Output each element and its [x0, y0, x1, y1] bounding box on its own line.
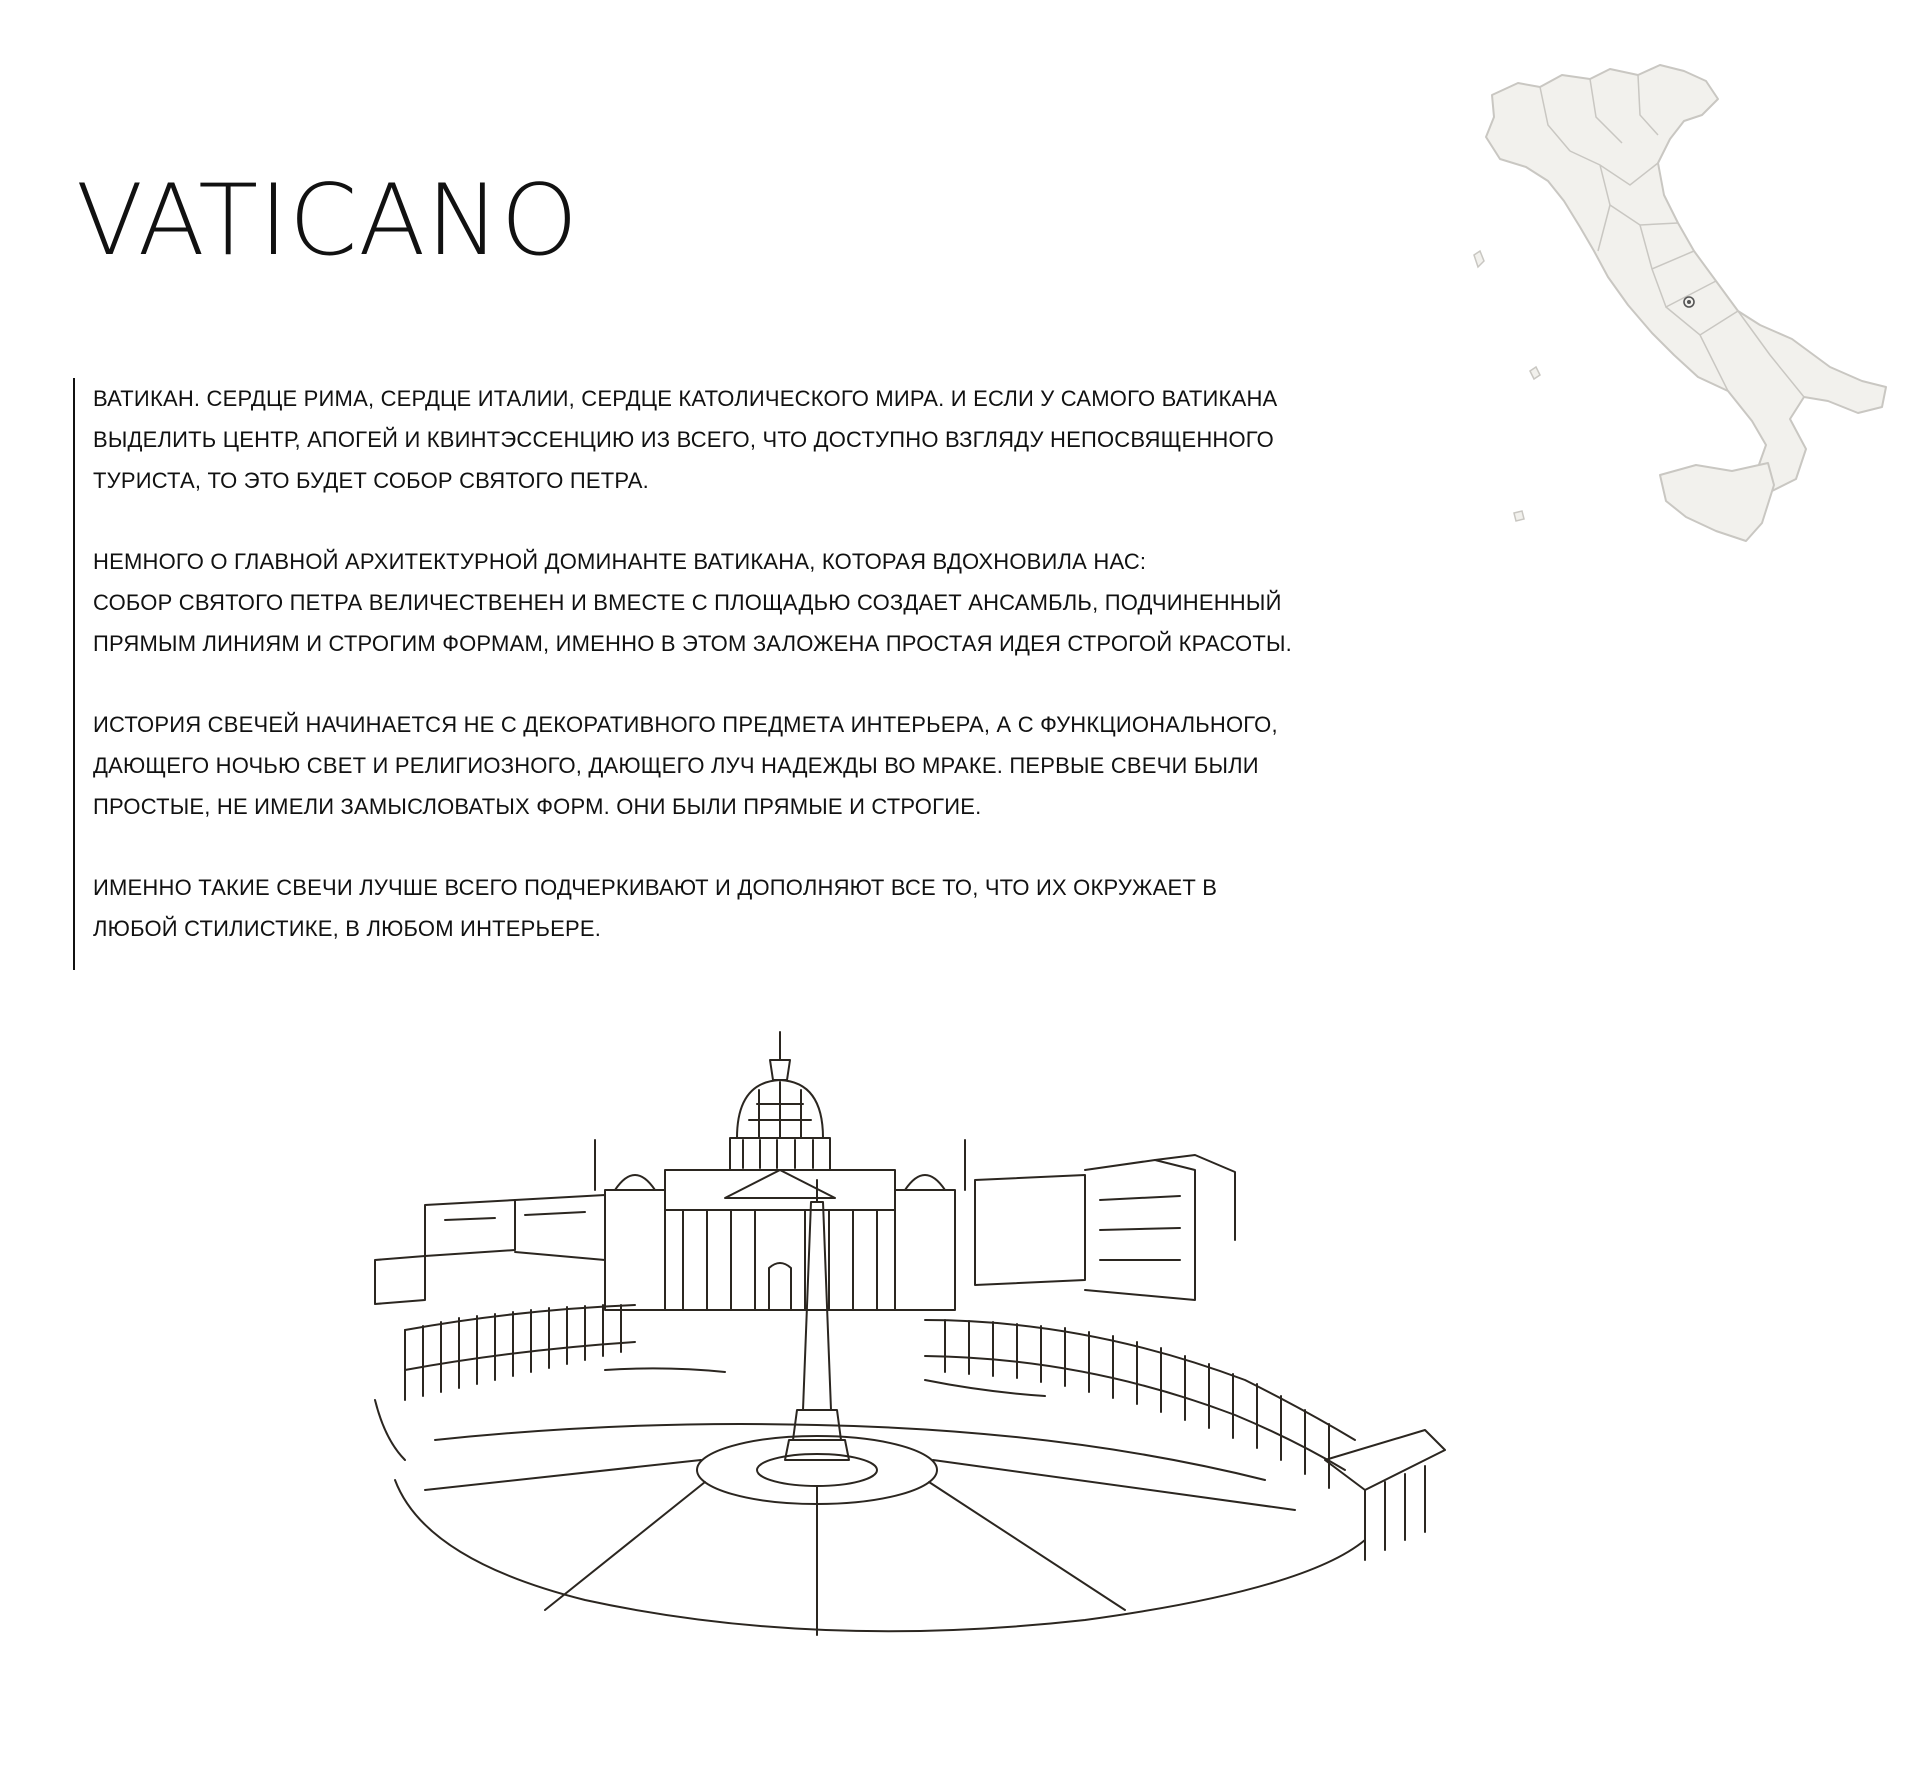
intro-line: ИМЕННО ТАКИЕ СВЕЧИ ЛУЧШЕ ВСЕГО ПОДЧЕРКИВАЮТ И ДОПОЛНЯЮТ ВСЕ ТО, ЧТО ИХ ОКРУЖАЕТ В	[93, 875, 1218, 900]
intro-paragraph-1	[93, 378, 1483, 501]
intro-paragraph-3	[93, 704, 1483, 827]
st-peters-square-sketch-icon	[365, 1020, 1565, 1650]
sicily	[1660, 463, 1774, 541]
italy-map-icon	[1470, 55, 1890, 555]
basilica-facade	[595, 1140, 965, 1310]
basilica-dome	[730, 1032, 830, 1170]
rome-marker-dot	[1687, 300, 1691, 304]
intro-line: ДАЮЩЕГО НОЧЬЮ СВЕТ И РЕЛИГИОЗНОГО, ДАЮЩЕГО ЛУЧ НАДЕЖДЫ ВО МРАКЕ. ПЕРВЫЕ СВЕЧИ БЫЛИ	[93, 753, 1259, 778]
right-buildings	[975, 1155, 1235, 1300]
intro-paragraph-4	[93, 867, 1483, 949]
intro-line: ВЫДЕЛИТЬ ЦЕНТР, АПОГЕЙ И КВИНТЭССЕНЦИЮ ИЗ ВСЕГО, ЧТО ДОСТУПНО ВЗГЛЯДУ НЕПОСВЯЩЕННОГО	[93, 427, 1274, 452]
intro-text-block	[73, 378, 1483, 970]
italy-mainland	[1486, 65, 1886, 491]
intro-line: НЕМНОГО О ГЛАВНОЙ АРХИТЕКТУРНОЙ ДОМИНАНТЕ ВАТИКАНА, КОТОРАЯ ВДОХНОВИЛА НАС:	[93, 549, 1147, 574]
intro-line: СОБОР СВЯТОГО ПЕТРА ВЕЛИЧЕСТВЕНЕН И ВМЕСТЕ С ПЛОЩАДЬЮ СОЗДАЕТ АНСАМБЛЬ, ПОДЧИНЕННЫЙ	[93, 590, 1282, 615]
intro-line: ВАТИКАН. СЕРДЦЕ РИМА, СЕРДЦЕ ИТАЛИИ, СЕРДЦЕ КАТОЛИЧЕСКОГО МИРА. И ЕСЛИ У САМОГО ВАТИКАНА	[93, 386, 1278, 411]
page-title: VATICANO	[76, 164, 579, 278]
intro-line: ТУРИСТА, ТО ЭТО БУДЕТ СОБОР СВЯТОГО ПЕТРА.	[93, 468, 649, 493]
intro-line: ПРОСТЫЕ, НЕ ИМЕЛИ ЗАМЫСЛОВАТЫХ ФОРМ. ОНИ БЫЛИ ПРЯМЫЕ И СТРОГИЕ.	[93, 794, 982, 819]
italy-map-svg	[1470, 55, 1890, 555]
sketch-svg	[365, 1020, 1565, 1650]
left-colonnade	[375, 1305, 635, 1460]
left-buildings	[375, 1195, 605, 1304]
sardinia-fragment	[1474, 251, 1540, 521]
obelisk	[785, 1180, 849, 1460]
right-colonnade	[925, 1320, 1445, 1560]
intro-line: ЛЮБОЙ СТИЛИСТИКЕ, В ЛЮБОМ ИНТЕРЬЕРЕ.	[93, 916, 602, 941]
intro-paragraph-2	[93, 541, 1483, 664]
intro-line: ИСТОРИЯ СВЕЧЕЙ НАЧИНАЕТСЯ НЕ С ДЕКОРАТИВНОГО ПРЕДМЕТА ИНТЕРЬЕРА, А С ФУНКЦИОНАЛЬНОГО,	[93, 712, 1278, 737]
intro-line: ПРЯМЫМ ЛИНИЯМ И СТРОГИМ ФОРМАМ, ИМЕННО В ЭТОМ ЗАЛОЖЕНА ПРОСТАЯ ИДЕЯ СТРОГОЙ КРАСОТЫ.	[93, 631, 1292, 656]
